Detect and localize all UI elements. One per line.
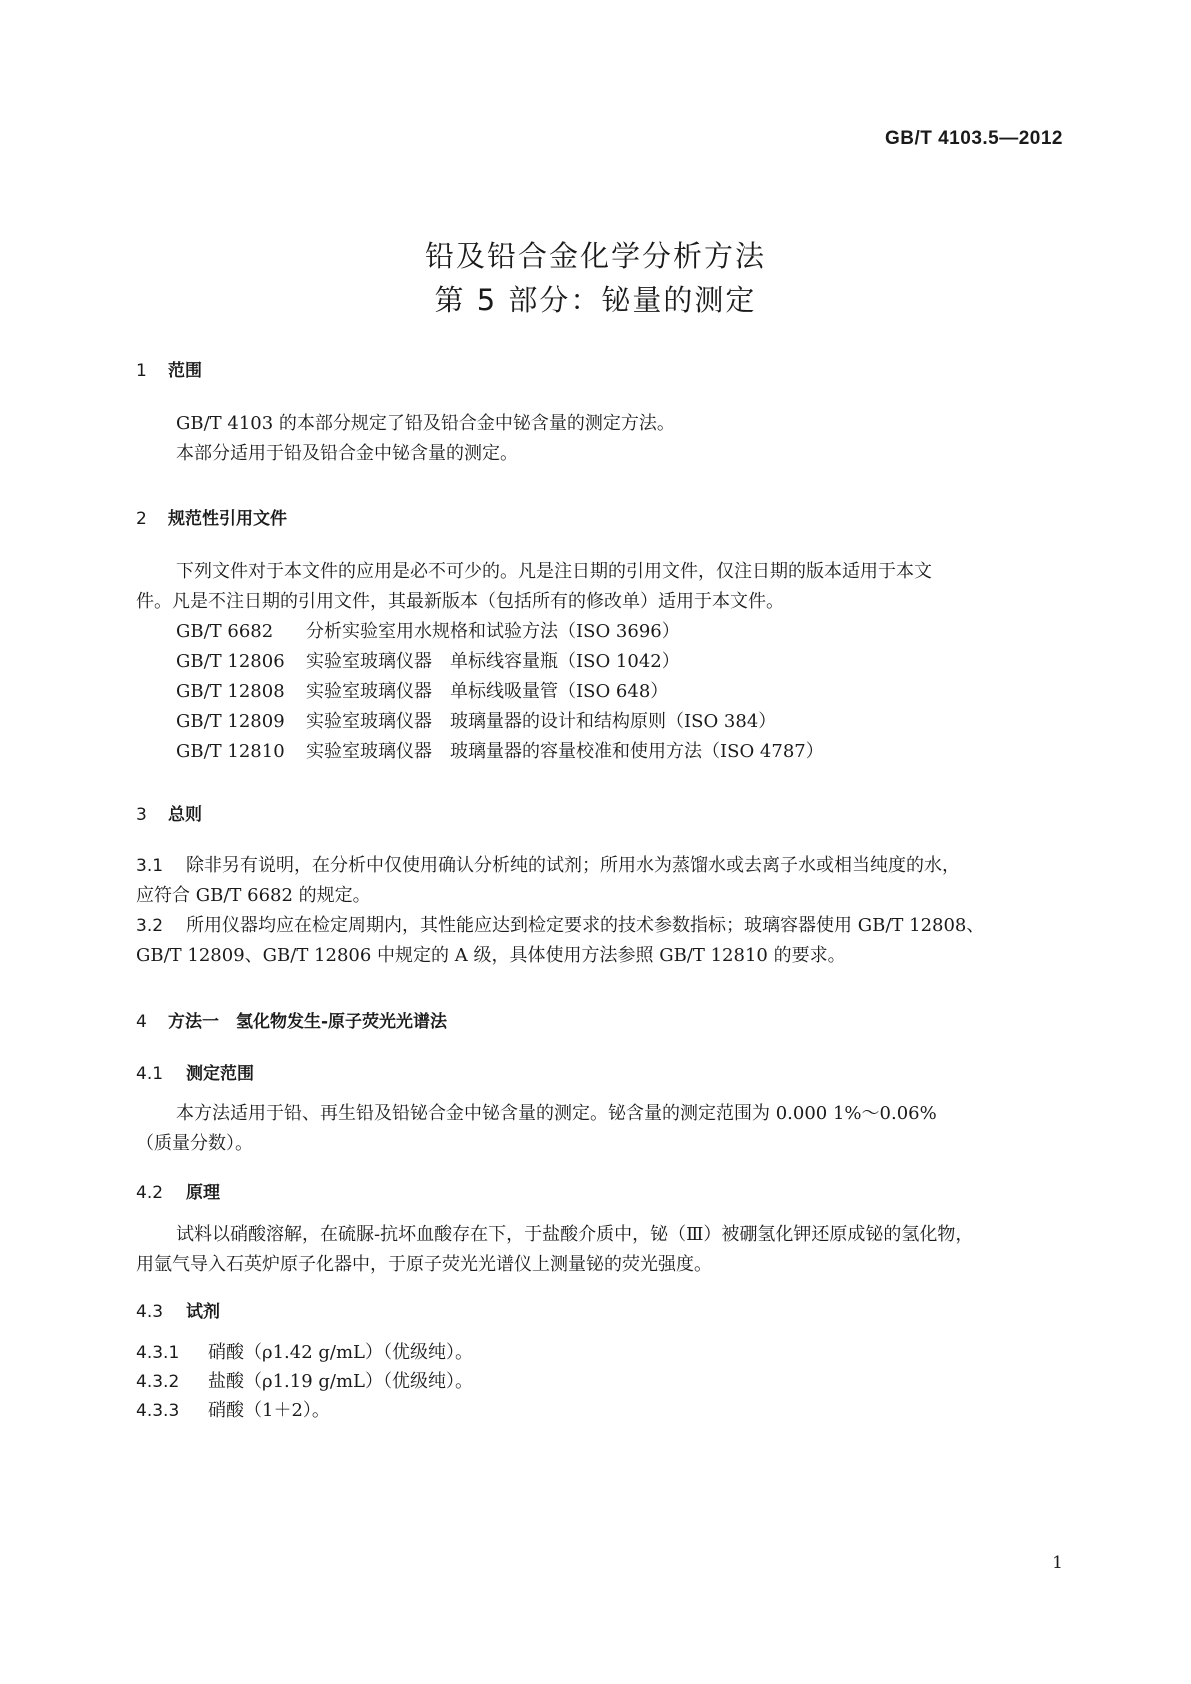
clause-number: 3.2 xyxy=(136,916,164,936)
reference-code: GB/T 12808 xyxy=(176,681,285,702)
section-title: 总则 xyxy=(168,805,202,825)
section-4-heading xyxy=(136,1007,447,1032)
clause-text: 除非另有说明，在分析中仅使用确认分析纯的试剂；所用水为蒸馏水或去离子水或相当纯度的水， xyxy=(186,855,960,876)
section-title: 规范性引用文件 xyxy=(168,509,287,529)
reference-code: GB/T 12810 xyxy=(176,741,285,762)
paragraph: 下列文件对于本文件的应用是必不可少的。凡是注日期的引用文件，仅注日期的版本适用于本文 xyxy=(176,561,932,582)
paragraph: 本部分适用于铅及铅合金中铋含量的测定。 xyxy=(176,443,518,464)
reference-title: 实验室玻璃仪器 单标线吸量管（ISO 648） xyxy=(306,681,669,702)
section-title: 方法一 氢化物发生-原子荧光光谱法 xyxy=(168,1012,448,1032)
section-title: 原理 xyxy=(186,1183,220,1203)
section-number: 4 xyxy=(136,1012,147,1032)
document-title: 铅及铅合金化学分析方法 xyxy=(424,239,766,273)
section-number: 4.3 xyxy=(136,1302,164,1322)
page-number: 1 xyxy=(1052,1553,1063,1573)
reagent-item xyxy=(136,1366,473,1398)
clause-3-2 xyxy=(136,910,984,942)
reagent-text: 硝酸（1＋2）。 xyxy=(208,1400,330,1421)
section-number: 2 xyxy=(136,509,147,529)
section-3-heading xyxy=(136,800,202,825)
reference-item xyxy=(176,706,776,737)
reference-item xyxy=(176,736,824,767)
reference-title: 实验室玻璃仪器 玻璃量器的设计和结构原则（ISO 384） xyxy=(306,711,777,732)
section-title: 范围 xyxy=(168,361,202,381)
paragraph: 试料以硝酸溶解，在硫脲-抗坏血酸存在下，于盐酸介质中，铋（Ⅲ）被硼氢化钾还原成铋的氢化物， xyxy=(176,1224,974,1245)
paragraph: （质量分数）。 xyxy=(136,1133,253,1154)
reference-title: 分析实验室用水规格和试验方法（ISO 3696） xyxy=(306,621,680,642)
reagent-number: 4.3.1 xyxy=(136,1343,180,1363)
paragraph: 用氩气导入石英炉原子化器中，于原子荧光光谱仪上测量铋的荧光强度。 xyxy=(136,1254,712,1275)
clause-number: 3.1 xyxy=(136,856,164,876)
reagent-number: 4.3.3 xyxy=(136,1401,180,1421)
standard-number: GB/T 4103.5—2012 xyxy=(884,128,1063,149)
subsection-4-1-heading xyxy=(136,1059,254,1084)
reference-item xyxy=(176,676,668,707)
clause-3-1 xyxy=(136,850,960,882)
section-2-heading xyxy=(136,504,287,529)
reagent-item xyxy=(136,1395,330,1427)
section-number: 3 xyxy=(136,805,147,825)
reference-code: GB/T 12809 xyxy=(176,711,285,732)
paragraph: GB/T 12809、GB/T 12806 中规定的 A 级，具体使用方法参照 GB/T 12810 的要求。 xyxy=(136,945,846,966)
section-title: 测定范围 xyxy=(186,1064,254,1084)
paragraph: 件。凡是不注日期的引用文件，其最新版本（包括所有的修改单）适用于本文件。 xyxy=(136,591,784,612)
reagent-text: 硝酸（ρ1.42 g/mL）（优级纯）。 xyxy=(208,1342,473,1363)
section-number: 4.2 xyxy=(136,1183,164,1203)
reagent-text: 盐酸（ρ1.19 g/mL）（优级纯）。 xyxy=(208,1371,473,1392)
reference-item xyxy=(176,646,680,677)
document-subtitle: 第 5 部分：铋量的测定 xyxy=(434,283,757,317)
reagent-item xyxy=(136,1337,473,1369)
clause-text: 所用仪器均应在检定周期内，其性能应达到检定要求的技术参数指标；玻璃容器使用 GB/T 12808、 xyxy=(186,915,985,936)
reference-title: 实验室玻璃仪器 玻璃量器的容量校准和使用方法（ISO 4787） xyxy=(306,741,824,762)
reagent-number: 4.3.2 xyxy=(136,1372,180,1392)
reference-code: GB/T 12806 xyxy=(176,651,285,672)
reference-title: 实验室玻璃仪器 单标线容量瓶（ISO 1042） xyxy=(306,651,680,672)
subsection-4-2-heading xyxy=(136,1178,220,1203)
section-number: 4.1 xyxy=(136,1064,164,1084)
paragraph: 应符合 GB/T 6682 的规定。 xyxy=(136,885,371,906)
subsection-4-3-heading xyxy=(136,1297,220,1322)
paragraph: 本方法适用于铅、再生铅及铅铋合金中铋含量的测定。铋含量的测定范围为 0.000 1%～0.06% xyxy=(176,1103,937,1124)
section-number: 1 xyxy=(136,361,147,381)
reference-item xyxy=(176,616,680,647)
section-title: 试剂 xyxy=(186,1302,220,1322)
reference-code: GB/T 6682 xyxy=(176,621,274,642)
section-1-heading xyxy=(136,356,202,381)
paragraph: GB/T 4103 的本部分规定了铅及铅合金中铋含量的测定方法。 xyxy=(176,413,675,434)
